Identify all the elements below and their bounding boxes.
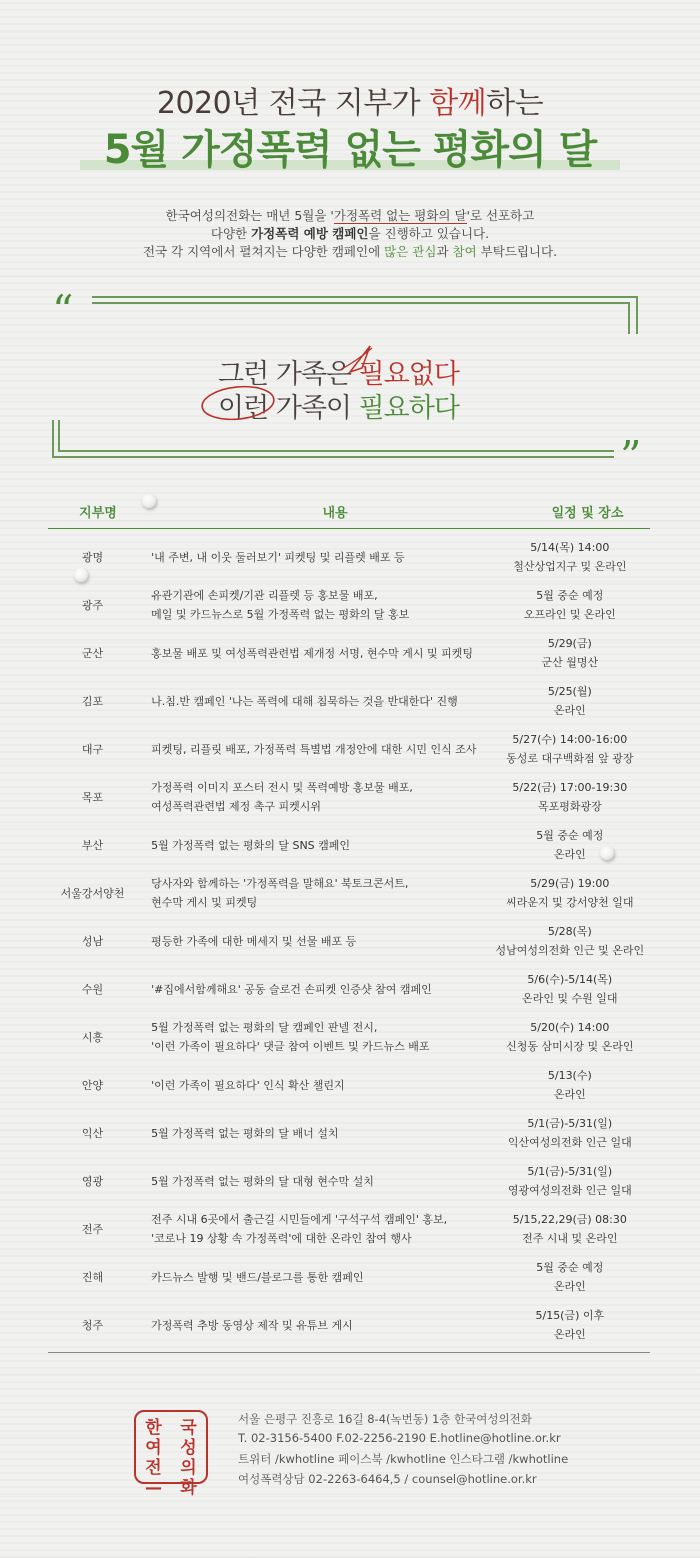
row-content-line: 현수막 게시 및 피켓팅 xyxy=(151,896,258,909)
row-content xyxy=(137,1316,490,1335)
row-schedule-line: 5/1(금)-5/31(일) xyxy=(527,1117,613,1130)
row-content-line: 당사자와 함께하는 '가정폭력을 말해요' 북토크콘서트, xyxy=(151,877,409,890)
title-line-1: 2020년 전국 지부가 함께하는 xyxy=(156,86,544,121)
table-row xyxy=(48,677,650,725)
table-row xyxy=(48,1253,650,1301)
row-region: 전주 xyxy=(81,1223,104,1236)
row-schedule-line: 5/29(금) xyxy=(547,637,592,650)
row-schedule-line: 5/25(월) xyxy=(547,685,592,698)
row-schedule xyxy=(490,778,650,816)
slogan-line-1: 그런 가족은 필요없다 xyxy=(218,359,459,390)
row-content xyxy=(137,980,490,999)
row-content-line: 피켓팅, 리플릿 배포, 가정폭력 특별법 개정안에 대한 시민 인식 조사 xyxy=(151,742,477,756)
row-content-line: 나.침.반 캠페인 '나는 폭력에 대해 침묵하는 것을 반대한다' 진행 xyxy=(151,694,458,708)
table-row xyxy=(48,725,650,773)
table-header-content: 내용 xyxy=(322,506,348,521)
row-schedule-line: 동성로 대구백화점 앞 광장 xyxy=(506,752,634,765)
row-schedule-line: 신청동 삼미시장 및 온라인 xyxy=(506,1040,634,1053)
title-highlight: 함께 xyxy=(429,86,487,121)
logo-char: 한 xyxy=(145,1418,162,1438)
row-schedule xyxy=(490,634,650,672)
row-schedule-line: 씨라운지 및 강서양천 일대 xyxy=(506,896,634,909)
row-schedule-line: 5/13(수) xyxy=(547,1069,592,1082)
row-schedule xyxy=(490,1114,650,1152)
row-content xyxy=(137,1210,490,1248)
intro-line-1: 한국여성의전화는 매년 5월을 '가정폭력 없는 평화의 달'로 선포하고 xyxy=(165,208,535,223)
intro-line-3: 전국 각 지역에서 펼쳐지는 다양한 캠페인에 많은 관심과 참여 부탁드립니다. xyxy=(142,244,558,259)
logo-char: 전 xyxy=(145,1458,162,1478)
table-row xyxy=(48,773,650,821)
row-region: 부산 xyxy=(81,839,104,852)
table-row xyxy=(48,533,650,581)
row-content xyxy=(137,1124,490,1143)
row-content xyxy=(137,836,490,855)
row-content-line: 카드뉴스 발행 및 밴드/블로그를 통한 캠페인 xyxy=(151,1270,364,1284)
row-schedule-line: 목포평화광장 xyxy=(537,800,602,813)
row-region: 성남 xyxy=(81,935,104,948)
row-schedule xyxy=(490,1162,650,1200)
row-schedule xyxy=(490,874,650,912)
row-schedule-line: 철산상업지구 및 온라인 xyxy=(513,560,627,573)
row-schedule xyxy=(490,586,650,624)
row-schedule xyxy=(490,1306,650,1344)
row-schedule xyxy=(490,970,650,1008)
row-content xyxy=(137,586,490,624)
table-row xyxy=(48,821,650,869)
bracket-top-inner xyxy=(92,302,630,334)
row-content xyxy=(137,644,490,663)
row-schedule xyxy=(490,1066,650,1104)
row-schedule-line: 5/22(금) 17:00-19:30 xyxy=(512,781,628,794)
page-title: 5월 가정폭력 없는 평화의 달 xyxy=(103,127,597,173)
row-region: 대구 xyxy=(81,743,104,756)
row-schedule-line: 5/6(수)-5/14(목) xyxy=(527,973,613,986)
row-content-line: '이런 가족이 필요하다' 댓글 참여 이벤트 및 카드뉴스 배포 xyxy=(151,1040,430,1053)
row-schedule-line: 5/29(금) 19:00 xyxy=(530,877,610,890)
row-schedule-line: 5월 중순 예정 xyxy=(536,589,604,602)
table-header-region: 지부명 xyxy=(79,506,117,521)
row-schedule xyxy=(490,922,650,960)
row-content xyxy=(137,740,490,759)
row-schedule xyxy=(490,1258,650,1296)
footer-address: 서울 은평구 진흥로 16길 8-4(녹번동) 1층 한국여성의전화 xyxy=(238,1412,532,1426)
row-content xyxy=(137,1076,490,1095)
row-content-line: 5월 가정폭력 없는 평화의 달 대형 현수막 설치 xyxy=(151,1174,374,1188)
table-row xyxy=(48,1157,650,1205)
slogan-ink-strokes xyxy=(200,342,380,422)
row-schedule-line: 오프라인 및 온라인 xyxy=(523,608,616,621)
row-content xyxy=(137,874,490,912)
row-region: 서울강서양천 xyxy=(60,887,125,900)
row-content xyxy=(137,1268,490,1287)
table-row xyxy=(48,917,650,965)
row-schedule-line: 온라인 xyxy=(553,1328,586,1341)
row-content-line: 가정폭력 추방 동영상 제작 및 유튜브 게시 xyxy=(151,1318,353,1332)
intro-line-2: 다양한 가정폭력 예방 캠페인을 진행하고 있습니다. xyxy=(210,226,490,241)
row-schedule-line: 5월 중순 예정 xyxy=(536,1261,604,1274)
row-region: 안양 xyxy=(81,1079,104,1092)
row-region: 광주 xyxy=(81,599,104,612)
row-schedule-line: 군산 월명산 xyxy=(541,656,599,669)
table-row xyxy=(48,1301,650,1349)
row-content-line: '코로나 19 상황 속 가정폭력'에 대한 온라인 참여 행사 xyxy=(151,1232,412,1245)
table-row xyxy=(48,1205,650,1253)
row-schedule-line: 5/28(목) xyxy=(547,925,592,938)
row-schedule xyxy=(490,1210,650,1248)
row-region: 군산 xyxy=(81,647,104,660)
row-content-line: 전주 시내 6곳에서 출근길 시민들에게 '구석구석 캠페인' 홍보, xyxy=(151,1213,448,1226)
row-schedule-line: 5/15(금) 이후 xyxy=(535,1309,605,1322)
row-region: 김포 xyxy=(81,695,104,708)
row-schedule-line: 영광여성의전화 인근 일대 xyxy=(507,1184,632,1197)
row-content-line: 5월 가정폭력 없는 평화의 달 캠페인 판넬 전시, xyxy=(151,1021,378,1034)
table-row xyxy=(48,1013,650,1061)
row-schedule-line: 온라인 xyxy=(553,1088,586,1101)
row-content xyxy=(137,548,490,567)
row-content xyxy=(137,1172,490,1191)
logo-char: 여 xyxy=(145,1438,162,1458)
row-content-line: 여성폭력관련법 제정 촉구 피켓시위 xyxy=(151,800,321,813)
row-schedule-line: 전주 시내 및 온라인 xyxy=(522,1232,618,1245)
table-row xyxy=(48,1109,650,1157)
table-top-rule xyxy=(48,528,650,529)
table-row xyxy=(48,1061,650,1109)
logo-char: 의 xyxy=(180,1458,197,1478)
row-schedule-line: 온라인 및 수원 일대 xyxy=(522,992,618,1005)
logo-char: — xyxy=(145,1478,162,1498)
bracket-bottom-inner xyxy=(58,420,614,452)
row-region: 진해 xyxy=(81,1271,104,1284)
row-schedule-line: 온라인 xyxy=(553,1280,586,1293)
row-content-line: 유관기관에 손피켓/기관 리플렛 등 홍보물 배포, xyxy=(151,589,378,602)
row-content xyxy=(137,692,490,711)
open-quote-icon: “ xyxy=(52,286,74,335)
footer-sns: 트위터 /kwhotline 페이스북 /kwhotline 인스타그램 /kwhotline xyxy=(238,1452,569,1466)
row-schedule-line: 온라인 xyxy=(553,704,586,717)
footer-phone: T. 02-3156-5400 F.02-2256-2190 E.hotline@hotline.or.kr xyxy=(238,1431,561,1445)
table-row xyxy=(48,869,650,917)
row-content-line: 가정폭력 이미지 포스터 전시 및 폭력예방 홍보물 배포, xyxy=(151,781,413,794)
hotline-logo xyxy=(134,1410,208,1498)
row-region: 영광 xyxy=(81,1175,104,1188)
row-schedule-line: 5/14(목) 14:00 xyxy=(530,541,610,554)
row-region: 시흥 xyxy=(81,1031,104,1044)
row-content-line: 5월 가정폭력 없는 평화의 달 배너 설치 xyxy=(151,1126,339,1140)
row-content xyxy=(137,1018,490,1056)
row-region: 수원 xyxy=(81,983,104,996)
table-row xyxy=(48,581,650,629)
row-content-line: '이런 가족이 필요하다' 인식 확산 챌린지 xyxy=(151,1078,345,1092)
row-content-line: 5월 가정폭력 없는 평화의 달 SNS 캠페인 xyxy=(151,838,351,852)
row-schedule xyxy=(490,730,650,768)
close-quote-icon: ” xyxy=(620,432,642,481)
row-content xyxy=(137,778,490,816)
row-schedule xyxy=(490,826,650,864)
logo-char: 국 xyxy=(180,1418,197,1438)
row-content-line: 홍보물 배포 및 여성폭력관련법 제개정 서명, 현수막 게시 및 피켓팅 xyxy=(151,646,473,660)
table-row xyxy=(48,965,650,1013)
table-row xyxy=(48,629,650,677)
row-content-line: '#집에서함께해요' 공동 슬로건 손피켓 인증샷 참여 캠페인 xyxy=(151,982,432,996)
row-schedule-line: 5/15,22,29(금) 08:30 xyxy=(512,1213,627,1226)
slogan-line-2: 이런 가족이 필요하다 xyxy=(218,393,459,424)
row-region: 목포 xyxy=(81,791,104,804)
row-schedule-line: 5/1(금)-5/31(일) xyxy=(527,1165,613,1178)
table-header-schedule: 일정 및 장소 xyxy=(551,506,624,521)
row-schedule-line: 5/27(수) 14:00-16:00 xyxy=(512,733,628,746)
row-schedule-line: 5월 중순 예정 xyxy=(536,829,604,842)
row-schedule-line: 온라인 xyxy=(553,848,586,861)
row-schedule-line: 5/20(수) 14:00 xyxy=(530,1021,610,1034)
row-region: 광명 xyxy=(81,551,104,564)
row-content-line: '내 주변, 내 이웃 둘러보기' 피켓팅 및 리플렛 배포 등 xyxy=(151,550,405,564)
row-content-line: 평등한 가족에 대한 메세지 및 선물 배포 등 xyxy=(151,934,357,948)
footer-counsel: 여성폭력상담 02-2263-6464,5 / counsel@hotline.or.kr xyxy=(238,1472,537,1486)
row-region: 청주 xyxy=(81,1319,104,1332)
row-schedule-line: 익산여성의전화 인근 일대 xyxy=(507,1136,632,1149)
logo-char: 화 xyxy=(180,1478,197,1498)
row-schedule xyxy=(490,682,650,720)
row-region: 익산 xyxy=(81,1127,104,1140)
logo-char: 성 xyxy=(180,1438,197,1458)
table-bottom-rule xyxy=(48,1352,650,1353)
row-schedule xyxy=(490,538,650,576)
row-schedule xyxy=(490,1018,650,1056)
logo-chars xyxy=(136,1418,206,1498)
row-schedule-line: 성남여성의전화 인근 및 온라인 xyxy=(495,944,645,957)
row-content xyxy=(137,932,490,951)
row-content-line: 메일 및 카드뉴스로 5월 가정폭력 없는 평화의 달 홍보 xyxy=(151,608,410,621)
